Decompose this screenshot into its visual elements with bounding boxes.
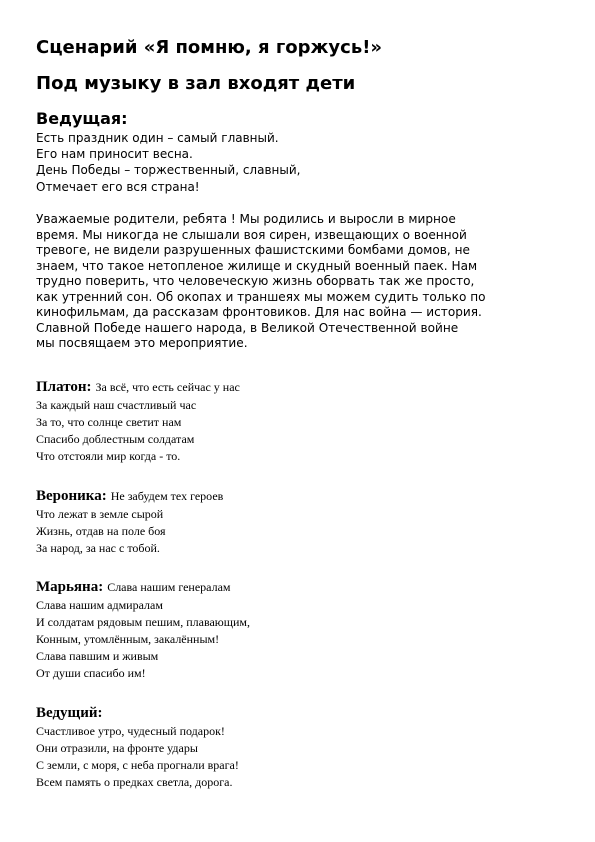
poem-line: День Победы – торжественный, славный, [36,163,301,178]
speech-line: время. Мы никогда не слышали воя сирен, извещающих о военной [36,227,467,242]
verse-line: Что отстояли мир когда - то. [36,449,181,463]
speech-line: Уважаемые родители, ребята ! Мы родились и выросли в мирное [36,212,456,226]
host-heading: Ведущая: [36,109,128,128]
verse-line: С земли, с моря, с неба прогнали врага! [36,758,239,772]
verse-line: И солдатам рядовым пешим, плавающим, [36,615,250,629]
verse-line: Счастливое утро, чудесный подарок! [36,724,225,738]
verse-line: За каждый наш счастливый час [36,398,197,412]
verse-line: Они отразили, на фронте удары [36,741,198,755]
speech-line: тревоге, не видели разрушенных фашистскими бомбами домов, не [36,243,470,257]
speech-line: знаем, что такое нетопленое жилище и скудный военный паек. Нам [36,258,478,273]
poem-line: Его нам приносит весна. [36,147,193,162]
verse-line: Слава нашим генералам [107,580,231,594]
verse-line: Не забудем тех героев [110,489,224,503]
poem-line: Есть праздник один – самый главный. [36,131,279,145]
verse-line: Жизнь, отдав на поле боя [36,524,166,538]
speech-line: мы посвящаем это мероприятие. [36,336,248,350]
poem-line: Отмечает его вся страна! [36,179,200,194]
host2-verse [36,703,239,791]
platon-verse [36,377,240,465]
speaker-name: Вероника: [36,488,107,504]
speech-line: как утренний сон. Об окопах и траншеях мы можем судить только по [36,289,486,304]
verse-line: Слава нашим адмиралам [36,598,163,612]
verse-line: Конным, утомлённым, закалённым! [36,632,220,646]
verse-line: Спасибо доблестным солдатам [36,432,195,446]
verse-line: За всё, что есть сейчас у нас [95,380,240,394]
script-title: Сценарий «Я помню, я горжусь!» [36,37,383,58]
verse-line: Слава павшим и живым [36,649,159,663]
speech-line: кинофильмам, да рассказам фронтовиков. Для нас война — история. [36,305,482,319]
speaker-name: Платон: [36,379,92,395]
verse-line: Что лежат в земле сырой [36,507,164,521]
speech-line: Славной Победе нашего народа, в Великой Отечественной войне [36,320,459,335]
host-speech [36,212,571,352]
verse-line: Всем память о предках светла, дорога. [36,775,233,789]
verse-line: За то, что солнце светит нам [36,415,182,429]
stage-direction: Под музыку в зал входят дети [36,73,356,94]
speech-line: трудно поверить, что человеческую жизнь оборвать так же просто, [36,274,475,288]
verse-line: От души спасибо им! [36,666,146,680]
speaker-name: Ведущий: [36,705,103,721]
maryana-verse [36,577,250,682]
verse-line: За народ, за нас с тобой. [36,541,160,555]
host-poem [36,130,300,195]
veronika-verse [36,486,223,557]
speaker-name: Марьяна: [36,579,104,595]
